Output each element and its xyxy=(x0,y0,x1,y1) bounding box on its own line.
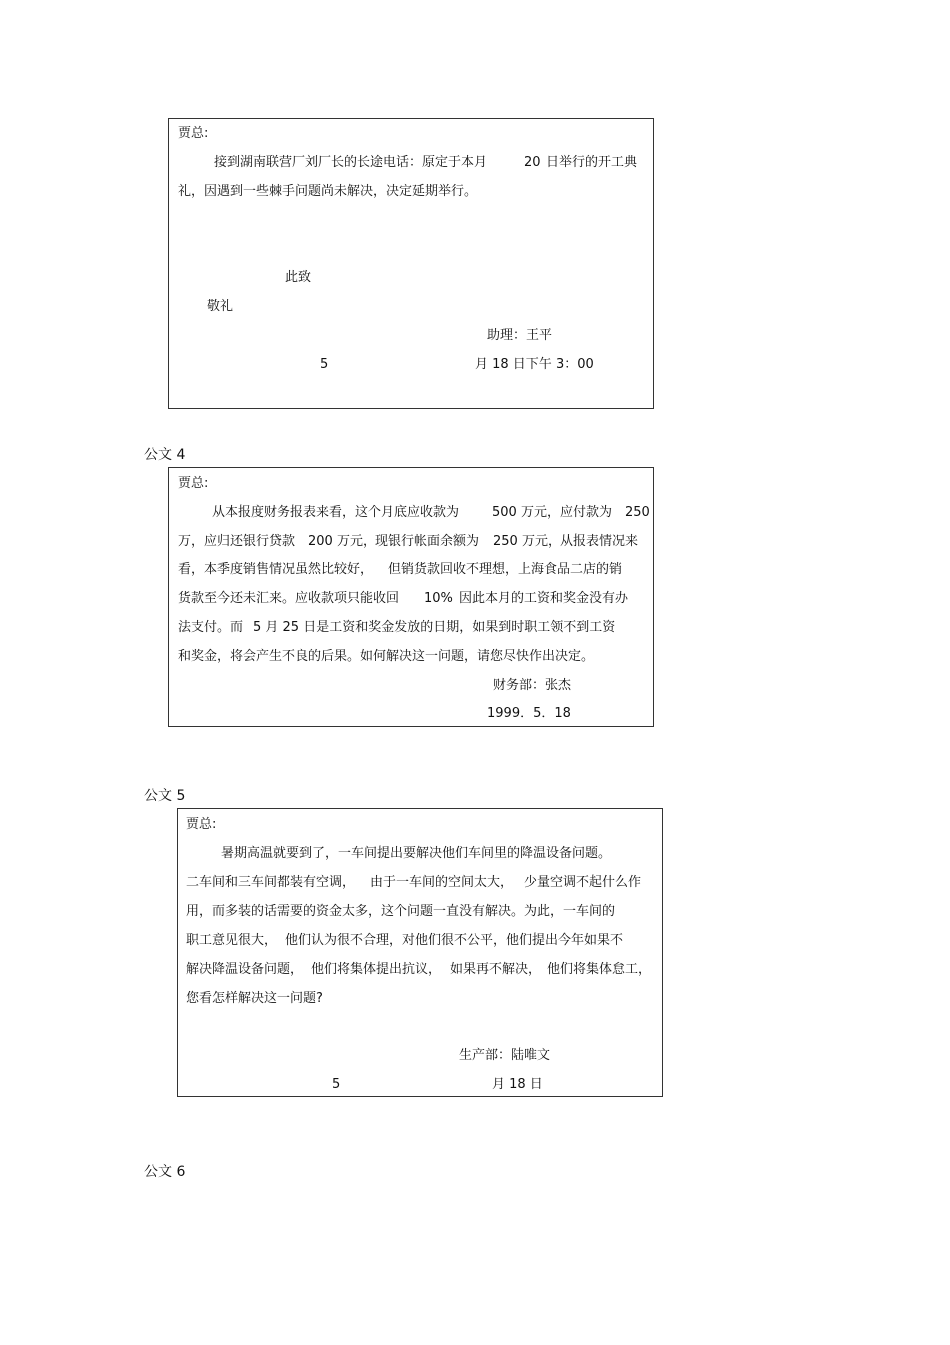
memo3-closing2: 敬礼 xyxy=(207,299,234,314)
memo4-line4-seg0: 货款至今还未汇来。应收款项只能收回 xyxy=(178,591,400,606)
memo5-line2-seg0: 二车间和三车间都装有空调， xyxy=(186,875,356,890)
memo5-line5-seg3: 他们将集体怠工， xyxy=(547,962,652,977)
memo3-line1-seg0: 接到湖南联营厂刘厂长的长途电话：原定于本月 xyxy=(214,155,488,170)
memo4-line4-seg2: 因此本月的工资和奖金没有办 xyxy=(459,591,629,606)
memo5-line3: 用，而多装的话需要的资金太多，这个问题一直没有解决。为此，一车间的 xyxy=(186,904,616,919)
memo6-label: 公文 6 xyxy=(144,1164,186,1180)
memo3-salutation: 贾总: xyxy=(178,126,209,141)
memo4-line2-seg0: 万，应归还银行贷款 xyxy=(178,534,296,549)
memo4-line2-seg1: 200 万元， xyxy=(308,534,376,549)
memo5-line5-seg2: 如果再不解决， xyxy=(450,962,542,977)
memo5-line5-seg0: 解决降温设备问题， xyxy=(186,962,304,977)
memo4-line1-seg0: 从本报度财务报表来看，这个月底应收款为 xyxy=(212,505,460,520)
memo4-salutation: 贾总: xyxy=(178,476,209,491)
memo5-date-day: 5 xyxy=(332,1077,341,1092)
memo3-date-day: 5 xyxy=(320,357,329,372)
memo5-line4-seg1: 他们认为很不合理，对他们很不公平，他们提出今年如果不 xyxy=(285,933,624,948)
memo4-line6: 和奖金，将会产生不良的后果。如何解决这一问题，请您尽快作出决定。 xyxy=(178,649,595,664)
memo5-line6: 您看怎样解决这一问题? xyxy=(186,991,323,1006)
memo5-line1: 暑期高温就要到了，一车间提出要解决他们车间里的降温设备问题。 xyxy=(221,846,612,861)
memo5-date-rest: 月 18 日 xyxy=(492,1077,543,1092)
memo4-line1-seg1: 500 万元，应付款为 xyxy=(492,505,612,520)
memo4-line2-seg4: 从报表情况来 xyxy=(560,534,639,549)
memo4-line3-seg0: 看，本季度销售情况虽然比较好， xyxy=(178,562,374,577)
memo5-signer: 生产部：陆唯文 xyxy=(459,1048,551,1063)
memo4-date: 1999．5．18 xyxy=(487,706,571,721)
memo4-label: 公文 4 xyxy=(144,447,186,463)
memo5-label: 公文 5 xyxy=(144,788,186,804)
memo3-signer: 助理：王平 xyxy=(487,328,553,343)
memo3-closing1: 此致 xyxy=(285,270,312,285)
memo3-line1-seg2: 日举行的开工典 xyxy=(546,155,638,170)
memo4-line2-seg3: 250 万元， xyxy=(493,534,561,549)
memo5-line4-seg0: 职工意见很大， xyxy=(186,933,278,948)
memo4-line2-seg2: 现银行帐面余额为 xyxy=(375,534,480,549)
memo3-date-rest: 月 18 日下午 3：00 xyxy=(475,357,594,372)
memo3-line2: 礼，因遇到一些棘手问题尚未解决，决定延期举行。 xyxy=(178,184,478,199)
memo5-line2-seg1: 由于一车间的空间太大， xyxy=(370,875,514,890)
memo4-line1-seg2: 250 xyxy=(625,505,650,520)
memo4-line3-seg1: 但销货款回收不理想，上海食品二店的销 xyxy=(388,562,623,577)
memo5-line5-seg1: 他们将集体提出抗议， xyxy=(311,962,442,977)
memo4-line4-seg1: 10% xyxy=(424,591,453,606)
memo5-salutation: 贾总: xyxy=(186,817,217,832)
memo5-line2-seg2: 少量空调不起什么作 xyxy=(524,875,642,890)
memo4-line5-seg0: 法支付。而 xyxy=(178,620,244,635)
memo4-line5-seg1: 5 月 25 日是工资和奖金发放的日期，如果到时职工领不到工资 xyxy=(253,620,616,635)
memo4-signer: 财务部：张杰 xyxy=(493,678,572,693)
memo3-line1-seg1: 20 xyxy=(524,155,541,170)
